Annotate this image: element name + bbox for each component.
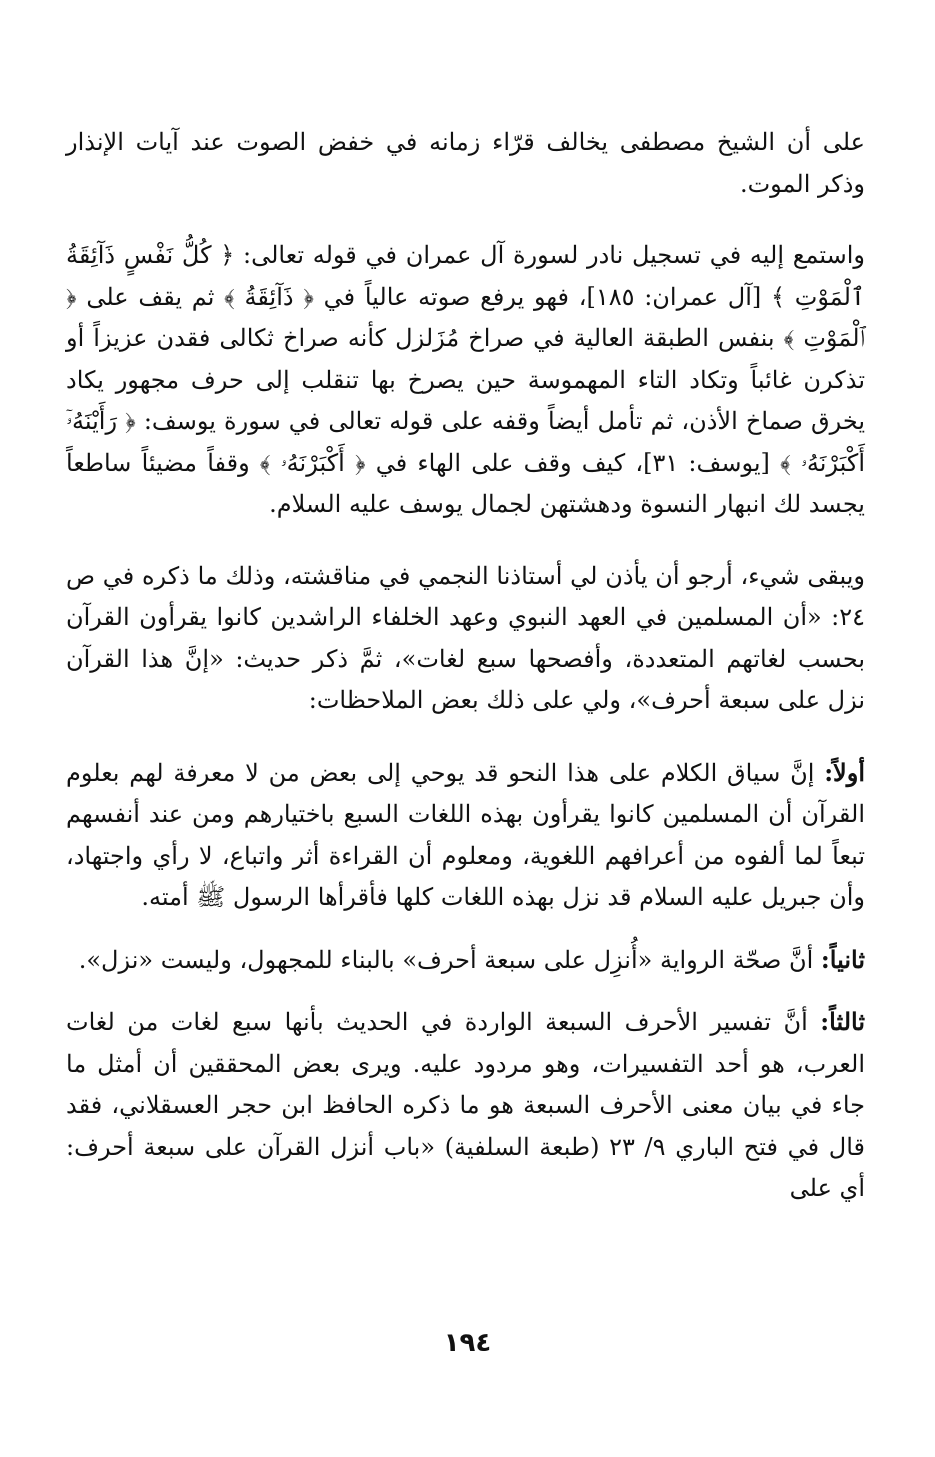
paragraph-2 [66, 235, 865, 526]
paragraph-1-text: على أن الشيخ مصطفى يخالف قرّاء زمانه في خفض الصوت عند آيات الإنذار وذكر الموت. [66, 128, 865, 198]
paragraph-3-text: ويبقى شيء، أرجو أن يأذن لي أستاذنا النجمي في مناقشته، وذلك ما ذكره في ص ٢٤: «أن المسلمين في العهد النبوي وعهد الخلفاء الراشدين كانوا يقرأون القرآن بحسب لغاتهم المتعددة، وأفصحها سبع لغات»، ثمَّ ذكر حديث: «إنَّ هذا القرآن نزل على سبعة أحرف»، ولي على ذلك بعض الملاحظات: [66, 561, 865, 714]
paragraph-1 [66, 122, 865, 205]
paragraph-5-lead: ثانياً: [820, 944, 865, 974]
paragraph-5 [66, 939, 865, 982]
page-number: ١٩٤ [443, 1328, 492, 1358]
paragraph-6-text: أنَّ تفسير الأحرف السبعة الواردة في الحديث بأنها سبع لغات من لغات العرب، هو أحد التفسيرات، وهو مردود عليه. ويرى بعض المحققين أن أمثل ما جاء في بيان معنى الأحرف السبعة هو ما ذكره الحافظ ابن حجر العسقلاني، فقد قال في فتح الباري ٩/ ٢٣ (طبعة السلفية) «باب أنزل القرآن على سبعة أحرف: أي على [66, 1008, 865, 1202]
paragraph-4 [66, 752, 865, 919]
paragraph-2-text: واستمع إليه في تسجيل نادر لسورة آل عمران في قوله تعالى: ﴿ كُلُّ نَفْسٍ ذَآئِقَةُ ٱلْمَوْتِ ﴾ [آل عمران: ١٨٥]، فهو يرفع صوته عالياً في ﴿ ذَآئِقَةُ ﴾ ثم يقف على ﴿ ٱلْمَوْتِ ﴾ بنفس الطبقة العالية في صراخ مُزَلزل كأنه صراخ ثكالى فقدن عزيزاً أو تذكرن غائباً وتكاد التاء المهموسة حين يصرخ بها تنقلب إلى حرف مجهور يكاد يخرق صماخ الأذن، ثم تأمل أيضاً وقفه على قوله تعالى في سورة يوسف: ﴿ رَأَيْنَهُۥٓ أَكْبَرْنَهُۥ ﴾ [يوسف: ٣١]، كيف وقف على الهاء في ﴿ أَكْبَرْنَهُۥ ﴾ وقفاً مضيئاً ساطعاً يجسد لك انبهار النسوة ودهشتهن لجمال يوسف عليه السلام. [66, 241, 865, 518]
paragraph-4-lead: أولاً: [824, 757, 865, 787]
paragraph-6 [66, 1001, 865, 1210]
paragraph-5-text: أنَّ صحّة الرواية «أُنزِل على سبعة أحرف» بالبناء للمجهول، وليست «نزل». [78, 945, 821, 974]
paragraph-6-lead: ثالثاً: [820, 1007, 865, 1036]
paragraph-3 [66, 556, 865, 722]
paragraph-4-text: إنَّ سياق الكلام على هذا النحو قد يوحي إلى بعض من لا معرفة لهم بعلوم القرآن أن المسلمين كانوا يقرأون بهذه اللغات السبع باختيارهم ومن عند أنفسهم تبعاً لما ألفوه من أعرافهم اللغوية، ومعلوم أن القراءة أثر واتباع، لا رأي واجتهاد، وأن جبريل عليه السلام قد نزل بهذه اللغات كلها فأقرأها الرسول ﷺ أمته. [66, 758, 865, 911]
